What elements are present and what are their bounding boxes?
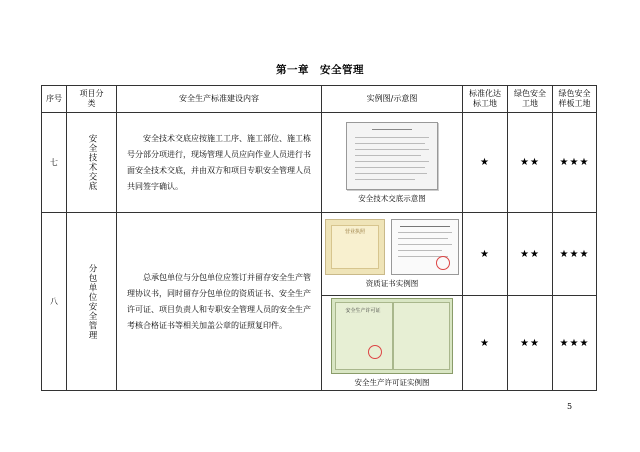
row-seq: 七 [42, 113, 67, 213]
rating-green: ★★ [508, 296, 553, 391]
figure-caption: 安全生产许可证实例图 [354, 378, 430, 387]
rating-green: ★★ [508, 113, 553, 213]
figure-caption: 安全技术交底示意图 [358, 193, 426, 203]
header-seq: 序号 [42, 86, 67, 113]
page-title: 第一章 安全管理 [276, 64, 364, 76]
figure-caption: 资质证书实例图 [365, 279, 419, 288]
header-category: 项目分类 [67, 86, 117, 113]
standards-table [41, 85, 597, 391]
header-model: 绿色安全样板工地 [553, 86, 597, 113]
page-number: 5 [567, 402, 573, 411]
header-standard: 标准化达标工地 [463, 86, 508, 113]
rating-model: ★★★ [553, 213, 597, 296]
rating-green: ★★ [508, 213, 553, 296]
header-figure: 实例图/示意图 [322, 86, 463, 113]
table-header-row [42, 86, 597, 113]
row-figure [322, 296, 463, 391]
header-green: 绿色安全工地 [508, 86, 553, 113]
row-seq: 八 [42, 213, 67, 391]
rating-model: ★★★ [553, 296, 597, 391]
safety-license-image: 安全生产许可证 [331, 298, 453, 374]
rating-model: ★★★ [553, 113, 597, 213]
table-row [42, 113, 597, 213]
business-license-image: 营业执照 [325, 219, 385, 275]
table-row [42, 213, 597, 296]
row-figure [322, 213, 463, 296]
rating-standard: ★ [463, 213, 508, 296]
rating-standard: ★ [463, 296, 508, 391]
header-content: 安全生产标准建设内容 [117, 86, 322, 113]
row-category: 分包单位安全管理 [67, 213, 117, 391]
rating-standard: ★ [463, 113, 508, 213]
qualification-certificate-image [391, 219, 459, 275]
document-image [346, 122, 438, 190]
row-figure [322, 113, 463, 213]
row-content: 总承包单位与分包单位应签订并留存安全生产管理协议书，同时留存分包单位的资质证书、安全生产许可证、项目负责人和专职安全管理人员的安全生产考核合格证书等相关加盖公章的证照复印件。 [117, 213, 322, 391]
row-content: 安全技术交底应按施工工序、施工部位、施工栋号分部分项进行，现场管理人员应向作业人员进行书面安全技术交底，并由双方和项目专职安全管理人员共同签字确认。 [117, 113, 322, 213]
row-category: 安全技术交底 [67, 113, 117, 213]
